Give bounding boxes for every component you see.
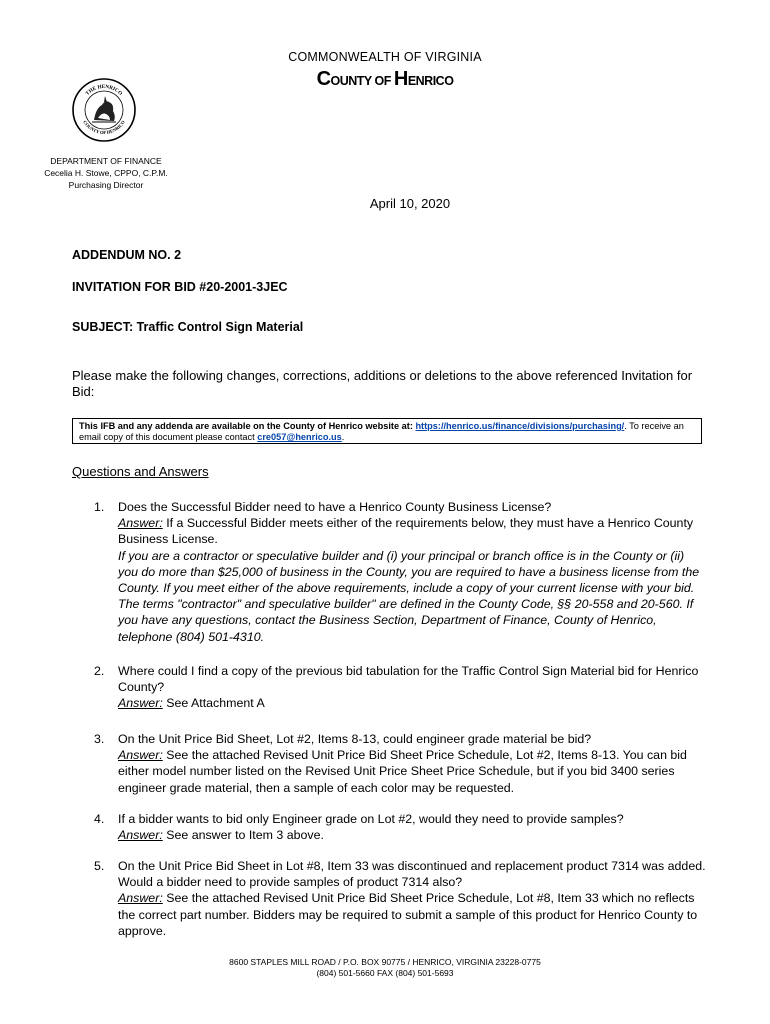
question-text: Does the Successful Bidder need to have a Henrico County Business License? <box>118 500 552 514</box>
ifb-heading: INVITATION FOR BID #20-2001-3JEC <box>72 280 288 294</box>
addendum-heading: ADDENDUM NO. 2 <box>72 248 182 262</box>
answer-body: See the attached Revised Unit Price Bid Sheet Price Schedule, Lot #8, Item 33 which no reflects the correct part number. Bidders may be required to submit a sample of this product for Henrico County to approve. <box>118 891 698 938</box>
county-title-enrico: ENRICO <box>407 74 454 88</box>
question-item <box>94 811 706 843</box>
answer-text <box>118 890 706 939</box>
answer-label: Answer: <box>118 516 163 531</box>
notice-text: This IFB and any addenda are available on the County of Henrico website at: <box>79 421 416 431</box>
question-item <box>94 731 706 796</box>
question-number: 1. <box>94 500 105 514</box>
question-item <box>94 858 706 939</box>
footer <box>0 957 770 978</box>
answer-label: Answer: <box>118 891 163 906</box>
answer-body: If a Successful Bidder meets either of the requirements below, they must have a Henrico County Business License. <box>118 516 694 547</box>
department-person: Cecelia H. Stowe, CPPO, C.P.M. <box>44 168 168 178</box>
answer-label: Answer: <box>118 748 163 763</box>
question-number: 2. <box>94 664 105 678</box>
question-text: Where could I find a copy of the previous bid tabulation for the Traffic Control Sign Material bid for Henrico County? <box>118 664 699 695</box>
subject-heading: SUBJECT: Traffic Control Sign Material <box>72 320 304 334</box>
purchasing-website-link[interactable]: https://henrico.us/finance/divisions/purchasing/ <box>415 421 625 431</box>
question-number: 4. <box>94 812 105 826</box>
question-text: On the Unit Price Bid Sheet in Lot #8, Item 33 was discontinued and replacement product 7314 was added. Would a bidder need to provide samples of product 7314 also? <box>118 859 706 890</box>
footer-phone: (804) 501-5660 FAX (804) 501-5693 <box>316 967 454 978</box>
answer-body: See the attached Revised Unit Price Bid Sheet Price Schedule, Lot #2, Items 8-13. You can bid either model number listed on the Revised Unit Price Sheet Price Schedule, but if you bid 3400 series engineer grade material, then a sample of each color may be requested. <box>118 748 687 795</box>
department-name: DEPARTMENT OF FINANCE <box>50 156 162 166</box>
question-number: 5. <box>94 859 105 873</box>
question-number: 3. <box>94 732 105 746</box>
answer-body: See Attachment A <box>162 696 265 711</box>
contact-email-link[interactable]: cre057@henrico.us <box>257 432 342 442</box>
intro-paragraph: Please make the following changes, corrections, additions or deletions to the above referenced Invitation for Bid: <box>72 368 693 399</box>
answer-text <box>118 695 706 711</box>
footer-address: 8600 STAPLES MILL ROAD / P.O. BOX 90775 / HENRICO, VIRGINIA 23228-0775 <box>229 957 541 967</box>
answer-text <box>118 515 706 547</box>
answer-body: See answer to Item 3 above. <box>162 828 324 843</box>
answer-text <box>118 747 706 796</box>
notice-text-3: . <box>341 432 345 442</box>
answer-label: Answer: <box>118 828 163 843</box>
question-text: On the Unit Price Bid Sheet, Lot #2, Items 8-13, could engineer grade material be bid? <box>118 732 592 746</box>
seal-bottom-text: COUNTY OF HENRICO <box>82 119 126 136</box>
county-seal-icon <box>72 78 136 142</box>
county-title-h: H <box>393 68 408 90</box>
license-requirements-note: If you are a contractor or speculative builder and (i) your principal or branch office is in the County or (ii) you do more than $25,000 of business in the County, you are required to have a business license from the County. If you meet either of the above requirements, include a copy of your current license with your bid. The terms "contractor" and speculative builder" are defined in the County Code, §§ 20-558 and 20-560. If you have any questions, contact the Business Section, Department of Finance, County of Henrico, telephone (804) 501-4310. <box>118 548 700 644</box>
department-block <box>36 155 176 191</box>
question-item <box>94 663 706 712</box>
county-title-c: C <box>316 68 331 90</box>
department-title: Purchasing Director <box>68 180 144 190</box>
website-notice-box <box>72 418 702 444</box>
answer-text <box>118 827 706 843</box>
document-date: April 10, 2020 <box>369 196 451 211</box>
commonwealth-heading: COMMONWEALTH OF VIRGINIA <box>288 50 482 64</box>
answer-label: Answer: <box>118 696 163 711</box>
county-title-of: OUNTY OF <box>330 74 394 88</box>
seal-top-text: THE HENRICO <box>84 83 124 97</box>
qa-heading: Questions and Answers <box>72 464 209 479</box>
question-item <box>94 499 706 645</box>
notice-text-2: . To receive an email copy of this document please contact <box>79 421 684 442</box>
question-text: If a bidder wants to bid only Engineer grade on Lot #2, would they need to provide samples? <box>118 812 624 826</box>
